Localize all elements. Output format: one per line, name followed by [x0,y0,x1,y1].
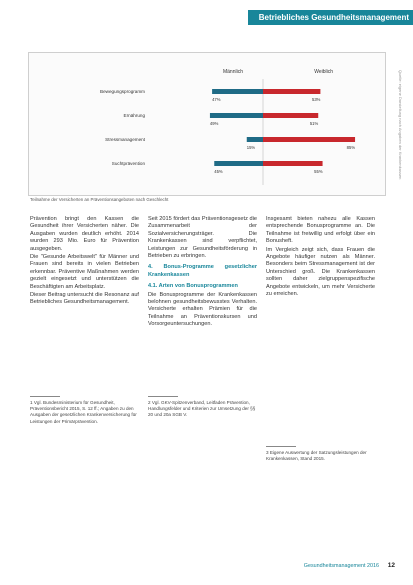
bar-male [210,113,263,118]
section-header: Betriebliches Gesundheitsmanagement [248,10,413,25]
paragraph: Die "Gesunde Arbeitswelt" für Männer und Frauen sind bereits in vielen Betrieben erkennbar. Präventive Maßnahmen werden gezielt eingesetzt und unterstützen die Beschäftigten am Arbeitsplatz. [30,254,139,290]
bar-chart [29,53,385,195]
paragraph: Seit 2015 fördert das Präventionsgesetz die Zusammenarbeit der Sozialversicherungsträger. Die Krankenkassen sind verpflichtet, Leistungen zur Gesundheitsförderung in Betrieben zu erbringen. [148,216,257,260]
bar-female [263,89,320,94]
footnote-rule [30,396,60,397]
bar-male [247,137,263,142]
legend-label-right: Weiblich [314,69,333,75]
value-label-male: 49% [209,121,219,126]
footnote: 2 Vgl. GKV-Spitzenverband, Leitfaden Prävention, Handlungsfelder und Kriterien zur Umsetzung der §§ 20 und 20a SGB V. [148,400,256,418]
bar-male [212,89,263,94]
category-label: Bewegungsprogramm [100,89,145,94]
value-label-male: 15% [246,145,256,150]
footnote: 1 Vgl. Bundesministerium für Gesundheit, Präventionsbericht 2015, S. 12 ff.; Angaben zu den Ausgaben der gesetzlichen Krankenversicherung für Leistungen der Primärprävention. [30,400,137,424]
figure-caption: Teilnahme der Versicherten an Präventionsangeboten nach Geschlecht [30,197,169,202]
figure-source: Quelle: eigene Darstellung nach Angaben der Krankenkassen [398,70,403,180]
section-heading: 4. Bonus-Programme gesetzlicher Krankenkassen [148,264,257,278]
footnote-rule [266,446,296,447]
category-label: Stressmanagement [105,137,145,142]
paragraph: Prävention bringt den Kassen die Gesundheit ihrer Versicherten näher. Die Ausgaben wurden deutlich erhöht. 2014 wurden 293 Mio. Euro für Prävention ausgegeben. [30,216,139,252]
category-label: Ernährung [123,113,145,118]
paragraph: Dieser Beitrag untersucht die Resonanz auf Betriebliches Gesundheitsmanagement. [30,292,139,306]
subsection-heading: 4.1. Arten von Bonusprogrammen [148,283,238,290]
bar-female [263,113,318,118]
bar-female [263,137,355,142]
paragraph: Die Bonusprogramme der Krankenkassen belohnen gesundheitsbewusstes Verhalten. Versicherte erhalten Prämien für die Teilnahme an Präventionskursen und Vorsorgeuntersuchungen. [148,291,257,328]
footnote: 3 Eigene Auswertung der Satzungsleistungen der Krankenkassen, Stand 2015. [266,450,367,462]
category-label: Suchtprävention [111,161,145,166]
value-label-female: 53% [312,97,321,102]
value-label-male: 45% [214,169,223,174]
text-column-2 [148,216,257,330]
paragraph: Insgesamt bieten nahezu alle Kassen entsprechende Bonusprogramme an. Die Teilnahme ist freiwillig und erfolgt über ein Bonusheft. [266,216,375,245]
legend-label-left: Männlich [222,69,243,75]
bar-male [214,161,263,166]
text-column-3 [266,216,375,299]
page-header [0,0,413,28]
footer-text: Gesundheitsmanagement 2016 [303,563,379,569]
value-label-female: 51% [309,121,319,126]
footnote-rule [148,396,178,397]
bar-female [263,161,323,166]
paragraph: Im Vergleich zeigt sich, dass Frauen die Angebote häufiger nutzen als Männer. Besonders beim Stressmanagement ist der Unterschied groß. Die Krankenkassen sollten daher zielgruppenspezifische Angebote entwickeln, um mehr Versicherte zu erreichen. [266,246,375,298]
value-label-male: 47% [212,97,221,102]
value-label-female: 85% [346,145,356,150]
value-label-female: 55% [314,169,323,174]
chart-panel [28,52,386,196]
page-number: 12 [387,562,395,569]
text-column-1 [30,216,139,308]
